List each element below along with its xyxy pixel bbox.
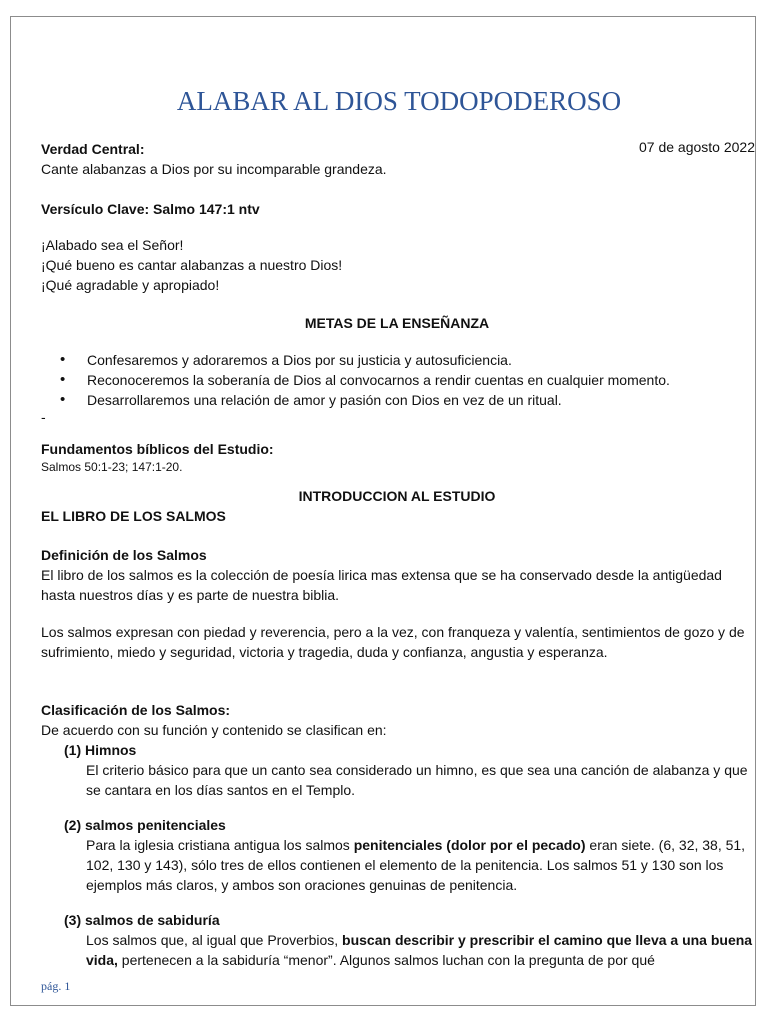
versiculo-line: ¡Qué agradable y apropiado! <box>41 277 220 293</box>
fundamentos-heading: Fundamentos bíblicos del Estudio: <box>41 441 274 457</box>
metas-list <box>41 350 753 410</box>
versiculo-section <box>41 199 753 219</box>
fundamentos-section <box>41 439 753 475</box>
clasificacion-heading: Clasificación de los Salmos: <box>41 702 231 718</box>
definicion-section <box>41 545 753 605</box>
document-page <box>10 16 756 1006</box>
clasificacion-item-label: (3) salmos de sabiduría <box>64 912 220 928</box>
list-item: • Confesaremos y adoraremos a Dios por su justicia y autosuficiencia. <box>87 350 753 370</box>
versiculo-text <box>41 235 753 295</box>
definicion-paragraph-2: Los salmos expresan con piedad y reverencia, pero a la vez, con franqueza y valentía, sentimientos de gozo y de sufrimiento, miedo y seguridad, victoria y tragedia, duda y confianza, angustia y esperanza. <box>41 624 745 660</box>
definicion-paragraph-2-wrap <box>41 622 753 662</box>
salmos-subheading-wrap <box>41 506 753 526</box>
definicion-heading: Definición de los Salmos <box>41 547 207 563</box>
metas-heading-wrap <box>41 313 753 333</box>
introduccion-heading-wrap <box>41 486 753 506</box>
salmos-subheading: EL LIBRO DE LOS SALMOS <box>41 508 226 524</box>
metas-heading: METAS DE LA ENSEÑANZA <box>304 315 490 331</box>
metas-dash: - <box>41 409 46 425</box>
clasificacion-item-text: El criterio básico para que un canto sea considerado un himno, es que sea una canción de alabanza y que se cantara en los días santos en el Templo. <box>86 762 748 798</box>
fundamentos-text: Salmos 50:1-23; 147:1-20. <box>41 460 183 474</box>
clasificacion-section <box>41 700 753 800</box>
versiculo-line: ¡Alabado sea el Señor! <box>41 237 184 253</box>
page-number: pág. 1 <box>41 979 71 993</box>
list-item: • Reconoceremos la soberanía de Dios al convocarnos a rendir cuentas en cualquier momento. <box>87 370 753 390</box>
list-item: • Desarrollaremos una relación de amor y pasión con Dios en vez de un ritual. <box>87 390 753 410</box>
clasificacion-item-label: (2) salmos penitenciales <box>64 817 226 833</box>
clasificacion-item-text: Para la iglesia cristiana antigua los salmos penitenciales (dolor por el pecado) eran siete. (6, 32, 38, 51, 102, 130 y 143), sólo tres de ellos contienen el elemento de la penitencia. Los salmos 51 y 130 son los ejemplos más claros, y ambos son oraciones genuinas de penitencia. <box>86 837 746 893</box>
document-title: ALABAR AL DIOS TODOPODEROSO <box>176 86 622 116</box>
bold-term: penitenciales (dolor por el pecado) <box>353 837 586 853</box>
introduccion-heading: INTRODUCCION AL ESTUDIO <box>298 488 496 504</box>
verdad-central-text: Cante alabanzas a Dios por su incomparable grandeza. <box>41 161 387 177</box>
clasificacion-item-2 <box>41 815 753 895</box>
clasificacion-item-label: (1) Himnos <box>64 742 137 758</box>
versiculo-heading: Versículo Clave: Salmo 147:1 ntv <box>41 201 260 217</box>
verdad-central-heading: Verdad Central: <box>41 141 145 157</box>
bold-term: buscan describir y prescribir el camino que lleva a una buena vida, <box>86 932 753 968</box>
document-date: 07 de agosto 2022 <box>639 139 755 155</box>
clasificacion-intro: De acuerdo con su función y contenido se clasifican en: <box>41 722 387 738</box>
definicion-paragraph-1: El libro de los salmos es la colección de poesía lirica mas extensa que se ha conservado desde la antigüedad hasta nuestros días y es parte de nuestra biblia. <box>41 567 722 603</box>
clasificacion-item-text: Los salmos que, al igual que Proverbios, buscan describir y prescribir el camino que lleva a una buena vida, pertenecen a la sabiduría “menor”. Algunos salmos luchan con la pregunta de por qué <box>86 932 753 968</box>
verdad-central-section <box>41 139 753 179</box>
clasificacion-item-3 <box>41 910 753 970</box>
metas-list-wrap <box>41 350 753 424</box>
versiculo-line: ¡Qué bueno es cantar alabanzas a nuestro Dios! <box>41 257 343 273</box>
